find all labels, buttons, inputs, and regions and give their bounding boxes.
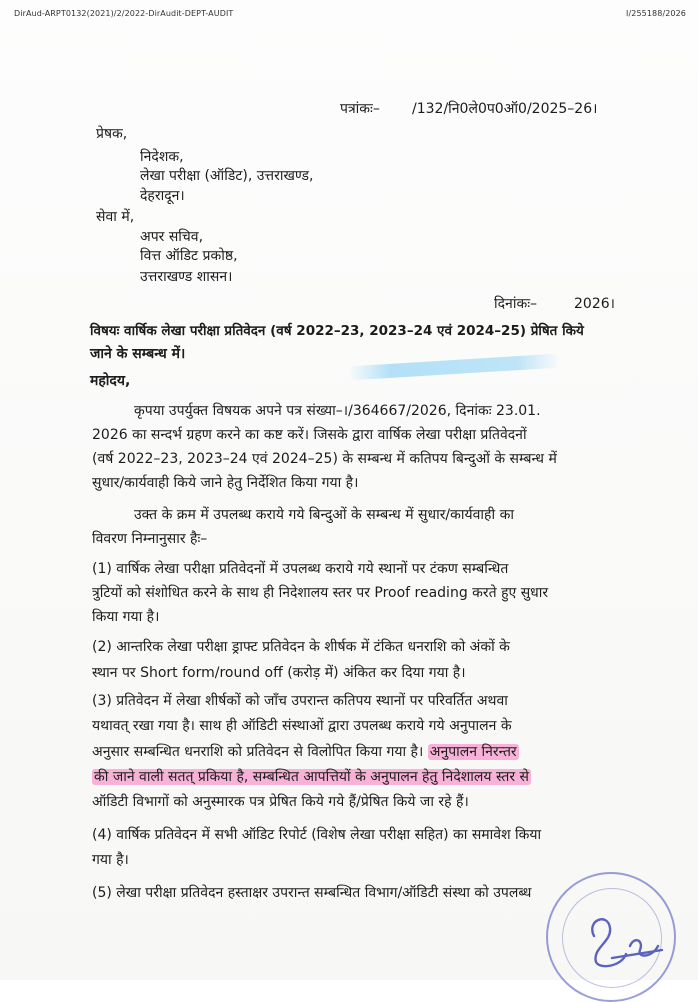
point3-line (92, 768, 531, 786)
recipient-line: उत्तराखण्ड शासन। (140, 269, 233, 285)
sender-line: निदेशक, (140, 149, 184, 165)
para1-line: (वर्ष 2022–23, 2023–24 एवं 2024–25) के सम्बन्ध में कतिपय बिन्दुओं के सम्बन्ध में (92, 451, 557, 467)
para1-line: सुधार/कार्यवाही किये जाने हेतु निर्देशित किया गया है। (92, 475, 359, 491)
salutation: महोदय, (90, 373, 131, 389)
header-ref-left: DirAud-ARPT0132(2021)/2/2022-DirAudit-DEPT-AUDIT (14, 9, 234, 18)
point3-plain-text: अनुसार सम्बन्धित धनराशि को प्रतिवेदन से विलोपित किया गया है। (92, 744, 424, 760)
para2-line: उक्त के क्रम में उपलब्ध कराये गये बिन्दुओं के सम्बन्ध में सुधार/कार्यवाही का (134, 507, 514, 523)
para2-line: विवरण निम्नानुसार हैः– (92, 531, 208, 547)
point5-line: (5) लेखा परीक्षा प्रतिवेदन हस्ताक्षर उपरान्त सम्बन्धित विभाग/ऑडिटी संस्था को उपलब्ध (92, 885, 532, 901)
point3-line: (3) प्रतिवेदन में लेखा शीर्षकों को जाँच उपरान्त कतिपय स्थानों पर परिवर्तित अथवा (92, 693, 508, 709)
point1-line: त्रुटियों को संशोधित करने के साथ ही निदेशालय स्तर पर Proof reading करते हुए सुधार (92, 585, 549, 601)
sender-label: प्रेषक, (96, 126, 128, 142)
highlighted-text: की जाने वाली सतत् प्रकिया है, सम्बन्धित आपत्तियों के अनुपालन हेतु निदेशालय स्तर से (94, 769, 530, 785)
point4-line: (4) वार्षिक प्रतिवेदन में सभी ऑडिट रिपोर्ट (विशेष लेखा परीक्षा सहित) का समावेश किया (92, 827, 542, 843)
patrank-label: पत्रांकः– (340, 101, 380, 117)
signature-mark (582, 906, 672, 976)
para1-line: कृपया उपर्युक्त विषयक अपने पत्र संख्या–।/364667/2026, दिनांकः 23.01. (134, 403, 541, 419)
point3-line: ऑडिटी विभागों को अनुस्मारक पत्र प्रेषित किये गये हैं/प्रेषित किये जा रहे हैं। (92, 794, 469, 810)
recipient-line: अपर सचिव, (140, 229, 204, 245)
date-value: 2026। (574, 296, 615, 312)
patrank-value: /132/नि0ले0प0ऑ0/2025–26। (412, 101, 598, 117)
subject-line: विषयः वार्षिक लेखा परीक्षा प्रतिवेदन (वर्ष 2022–23, 2023–24 एवं 2024–25) प्रेषित किये (90, 323, 584, 339)
point2-line: स्थान पर Short form/round off (करोड़ में) अंकित कर दिया गया है। (92, 665, 466, 681)
point2-line: (2) आन्तरिक लेखा परीक्षा ड्राफ्ट प्रतिवेदन के शीर्षक में टंकित धनराशि को अंकों के (92, 639, 510, 655)
date-label: दिनांकः– (494, 296, 538, 312)
highlighted-text: अनुपालन निरन्तर (429, 744, 517, 760)
para1-line: 2026 का सन्दर्भ ग्रहण करने का कष्ट करें। जिसके द्वारा वार्षिक लेखा परीक्षा प्रतिवेदनों (92, 427, 527, 443)
marker-streak (348, 354, 560, 381)
sender-line: देहरादून। (140, 188, 185, 204)
sender-line: लेखा परीक्षा (ऑडिट), उत्तराखण्ड, (140, 168, 314, 184)
point1-line: किया गया है। (92, 609, 160, 625)
point3-line: यथावत् रखा गया है। साथ ही ऑडिटी संस्थाओं द्वारा उपलब्ध कराये गये अनुपालन के (92, 718, 512, 734)
recipient-label: सेवा में, (96, 209, 135, 225)
subject-line: जाने के सम्बन्ध में। (90, 346, 186, 362)
header-ref-right: I/255188/2026 (626, 9, 686, 18)
recipient-line: वित्त ऑडिट प्रकोष्ठ, (140, 248, 238, 264)
point4-line: गया है। (92, 852, 129, 868)
point3-line (92, 743, 519, 761)
point1-line: (1) वार्षिक लेखा परीक्षा प्रतिवेदनों में उपलब्ध कराये गये स्थानों पर टंकण सम्बन्धित (92, 561, 509, 577)
